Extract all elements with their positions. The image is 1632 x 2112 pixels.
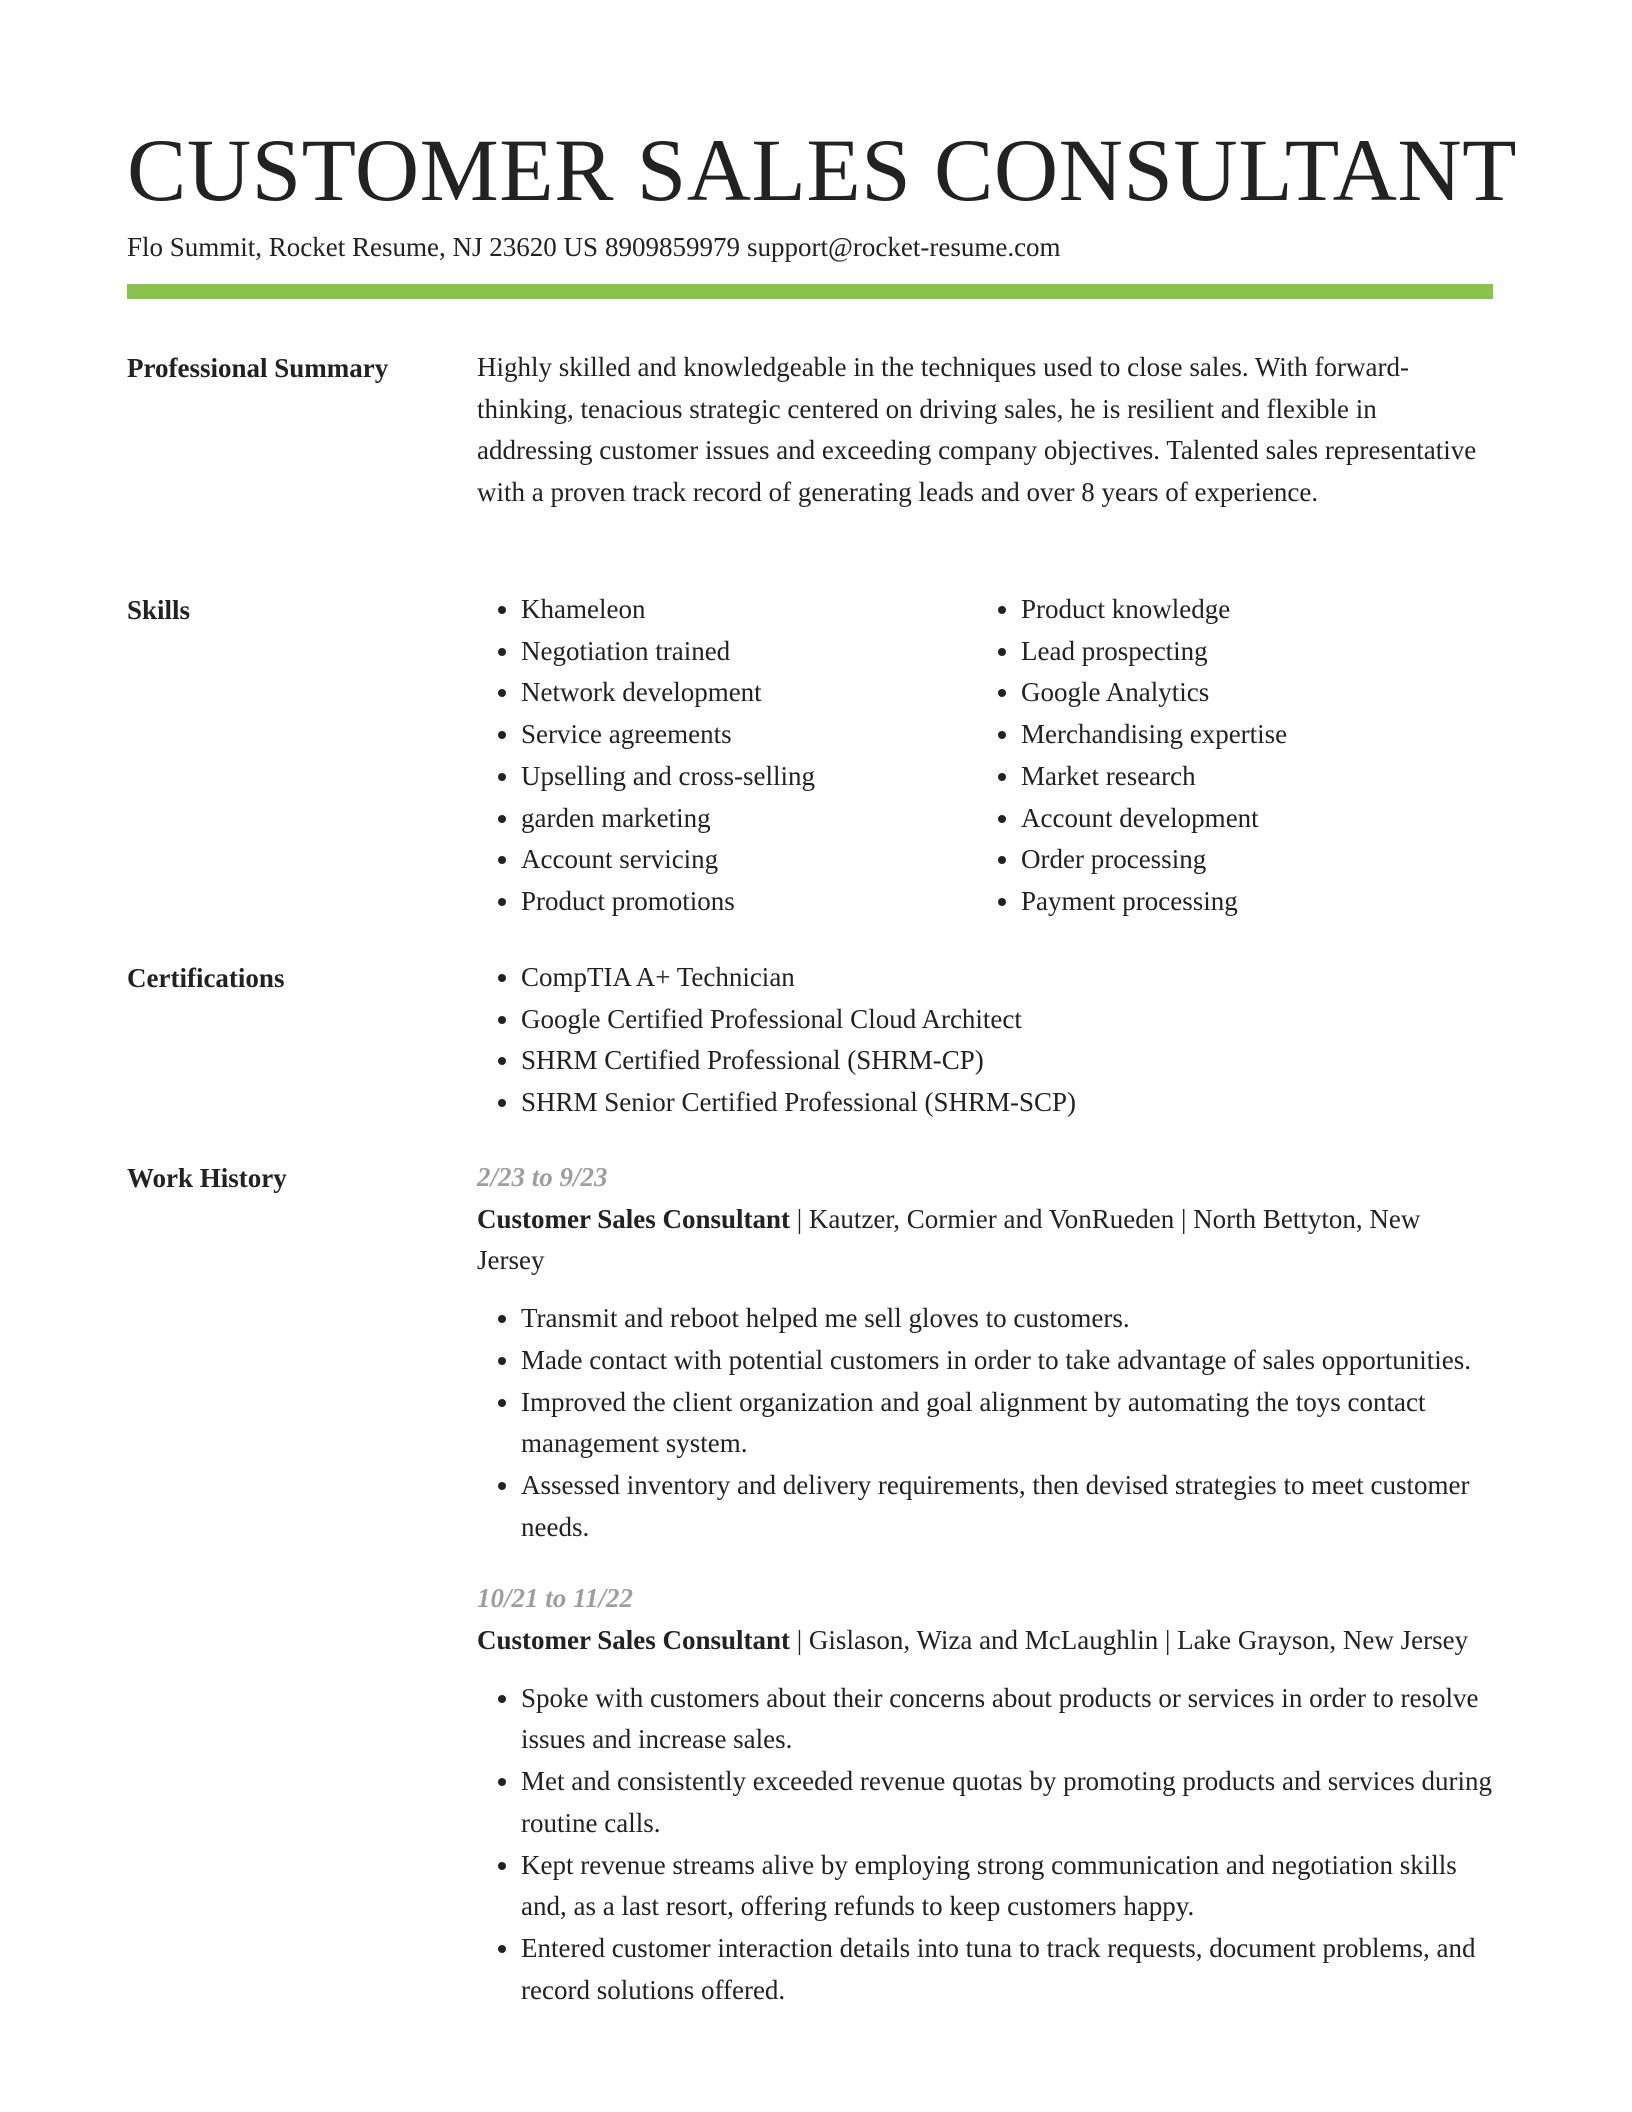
list-item: • SHRM Certified Professional (SHRM-CP) bbox=[521, 1040, 1493, 1082]
list-item: • SHRM Senior Certified Professional (SHRM-SCP) bbox=[521, 1082, 1493, 1124]
section-title-certifications: Certifications bbox=[127, 963, 285, 993]
job-dates: 10/21 to 11/22 bbox=[477, 1583, 634, 1614]
list-item: • Google Certified Professional Cloud Architect bbox=[521, 999, 1493, 1041]
list-item: • Met and consistently exceeded revenue quotas by promoting products and services during routine calls. bbox=[521, 1761, 1493, 1844]
job-details: | Gislason, Wiza and McLaughlin | Lake Grayson, New Jersey bbox=[790, 1625, 1469, 1656]
header-divider bbox=[127, 284, 1493, 299]
summary-body bbox=[477, 347, 1493, 514]
work-history-body bbox=[477, 1157, 1493, 2011]
certifications-body bbox=[477, 957, 1493, 1124]
list-item: • Account development bbox=[1021, 798, 1477, 840]
list-item: • Product promotions bbox=[521, 881, 977, 923]
list-item: • Google Analytics bbox=[1021, 672, 1477, 714]
list-item: • CompTIA A+ Technician bbox=[521, 957, 1493, 999]
job-details: | Kautzer, Cormier and VonRueden | North Bettyton, New Jersey bbox=[477, 1203, 1421, 1276]
job-title: Customer Sales Consultant bbox=[477, 1203, 791, 1234]
skills-body bbox=[477, 589, 1493, 923]
list-item: • Payment processing bbox=[1021, 881, 1477, 923]
list-item: • Market research bbox=[1021, 756, 1477, 798]
list-item: • Made contact with potential customers in order to take advantage of sales opportunities. bbox=[521, 1340, 1493, 1382]
list-item: • Upselling and cross-selling bbox=[521, 756, 977, 798]
list-item: • Negotiation trained bbox=[521, 631, 977, 673]
job-bullets bbox=[477, 1678, 1493, 2012]
certifications-list bbox=[477, 957, 1493, 1124]
contact-email: support@rocket-resume.com bbox=[747, 232, 1061, 262]
list-item: • Kept revenue streams alive by employing strong communication and negotiation skills and, as a last resort, offering refunds to keep customers happy. bbox=[521, 1845, 1493, 1928]
list-item: • Transmit and reboot helped me sell gloves to customers. bbox=[521, 1298, 1493, 1340]
section-title-work-history: Work History bbox=[127, 1163, 287, 1193]
list-item: • Spoke with customers about their concerns about products or services in order to resolve issues and increase sales. bbox=[521, 1678, 1493, 1761]
skills-list-right bbox=[977, 589, 1477, 923]
list-item: • Service agreements bbox=[521, 714, 977, 756]
job-dates: 2/23 to 9/23 bbox=[477, 1162, 608, 1192]
contact-address: Flo Summit, Rocket Resume, NJ 23620 US bbox=[127, 232, 599, 262]
contact-phone: 8909859979 bbox=[605, 232, 741, 262]
list-item: • Entered customer interaction details into tuna to track requests, document problems, and record solutions offered. bbox=[521, 1928, 1493, 2011]
section-title-skills: Skills bbox=[127, 595, 191, 625]
job-heading bbox=[477, 1199, 1493, 1282]
section-title-summary: Professional Summary bbox=[127, 353, 389, 383]
list-item: • garden marketing bbox=[521, 798, 977, 840]
list-item: • Order processing bbox=[1021, 839, 1477, 881]
job-title: Customer Sales Consultant bbox=[477, 1625, 791, 1656]
list-item: • Assessed inventory and delivery requirements, then devised strategies to meet customer needs. bbox=[521, 1465, 1493, 1548]
list-item: • Product knowledge bbox=[1021, 589, 1477, 631]
job-entry bbox=[477, 1157, 1493, 1548]
resume-name: CUSTOMER SALES CONSULTANT bbox=[127, 122, 1518, 220]
summary-text: Highly skilled and knowledgeable in the techniques used to close sales. With forward-thinking, tenacious strategic centered on driving sales, he is resilient and flexible in addressing customer issues and exceeding company objectives. Talented sales representative with a proven track record of generating leads and over 8 years of experience. bbox=[477, 352, 1477, 508]
job-heading bbox=[477, 1620, 1493, 1662]
list-item: • Network development bbox=[521, 672, 977, 714]
list-item: • Improved the client organization and goal alignment by automating the toys contact management system. bbox=[521, 1382, 1493, 1465]
skills-list-left bbox=[477, 589, 977, 923]
contact-line bbox=[127, 229, 1061, 265]
job-entry bbox=[477, 1578, 1493, 2011]
list-item: • Account servicing bbox=[521, 839, 977, 881]
list-item: • Merchandising expertise bbox=[1021, 714, 1477, 756]
list-item: • Lead prospecting bbox=[1021, 631, 1477, 673]
job-bullets bbox=[477, 1298, 1493, 1548]
list-item: • Khameleon bbox=[521, 589, 977, 631]
